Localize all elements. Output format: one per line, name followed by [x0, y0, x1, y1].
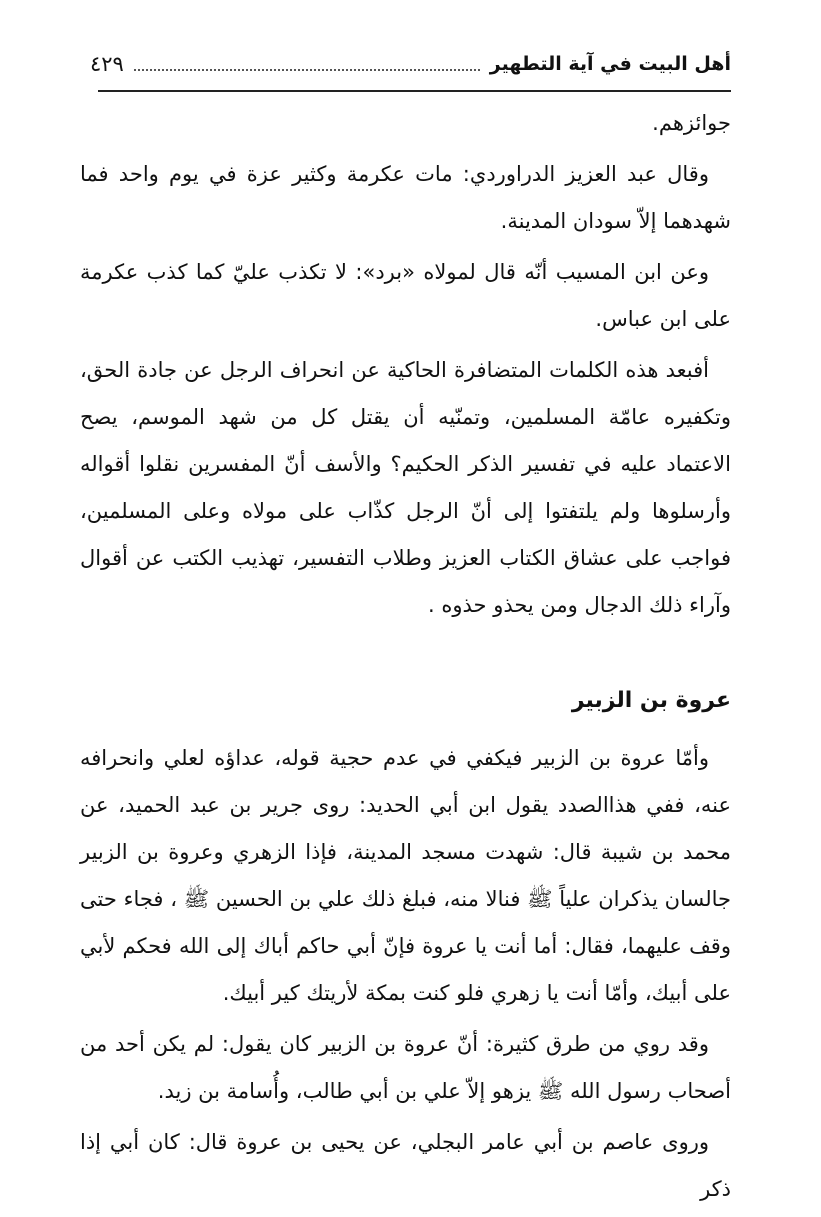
page-number: ٤٢٩: [90, 52, 124, 76]
paragraph: وقال عبد العزيز الدراوردي: مات عكرمة وكثير عزة في يوم واحد فما شهدهما إلاّ سودان المدينة.: [80, 162, 731, 233]
paragraph: وقد روي من طرق كثيرة: أنّ عروة بن الزبير كان يقول: لم يكن أحد من أصحاب رسول الله ﷺ يزهو إلاّ علي بن أبي طالب، وأُسامة بن زيد.: [80, 1032, 731, 1103]
page-body: [80, 100, 731, 1217]
header-dot-leader: [134, 69, 480, 71]
paragraph-continuation: جوائزهم.: [652, 111, 731, 135]
section-heading: عروة بن الزبير: [571, 688, 731, 713]
paragraph: وأمّا عروة بن الزبير فيكفي في عدم حجية قوله، عداؤه لعلي وانحرافه عنه، ففي هذاالصدد يقول ابن أبي الحديد: روى جرير بن عبد الحميد، عن محمد بن شيبة قال: شهدت مسجد المدينة، فإذا الزهري وعروة بن الزبير جالسان يذكران علياً ﷺ فنالا منه، فبلغ ذلك علي بن الحسين ﷺ ، فجاء حتى وقف عليهما، فقال: أما أنت يا عروة فإنّ أبي حاكم أباك إلى الله فحكم لأبي على أبيك، وأمّا أنت يا زهري فلو كنت بمكة لأريتك كير أبيك.: [80, 746, 731, 1005]
running-title: أهل البيت في آية التطهير: [489, 53, 731, 75]
paragraph: وروى عاصم بن أبي عامر البجلي، عن يحيى بن عروة قال: كان أبي إذا ذكر: [80, 1130, 731, 1201]
paragraph: وعن ابن المسيب أنّه قال لمولاه «برد»: لا تكذب عليّ كما كذب عكرمة على ابن عباس.: [80, 260, 731, 331]
paragraph: أفبعد هذه الكلمات المتضافرة الحاكية عن انحراف الرجل عن جادة الحق، وتكفيره عامّة المسلمين، وتمنّيه أن يقتل كل من شهد الموسم، يصح الاعتماد عليه في تفسير الذكر الحكيم؟ والأسف أنّ المفسرين نقلوا أقواله وأرسلوها ولم يلتفتوا إلى أنّ الرجل كذّاب على مولاه وعلى المسلمين، فواجب على عشاق الكتاب العزيز وطلاب التفسير، تهذيب الكتب عن أقوال وآراء ذلك الدجال ومن يحذو حذوه .: [80, 358, 731, 617]
running-header: [90, 46, 731, 82]
header-rule: [98, 90, 731, 92]
